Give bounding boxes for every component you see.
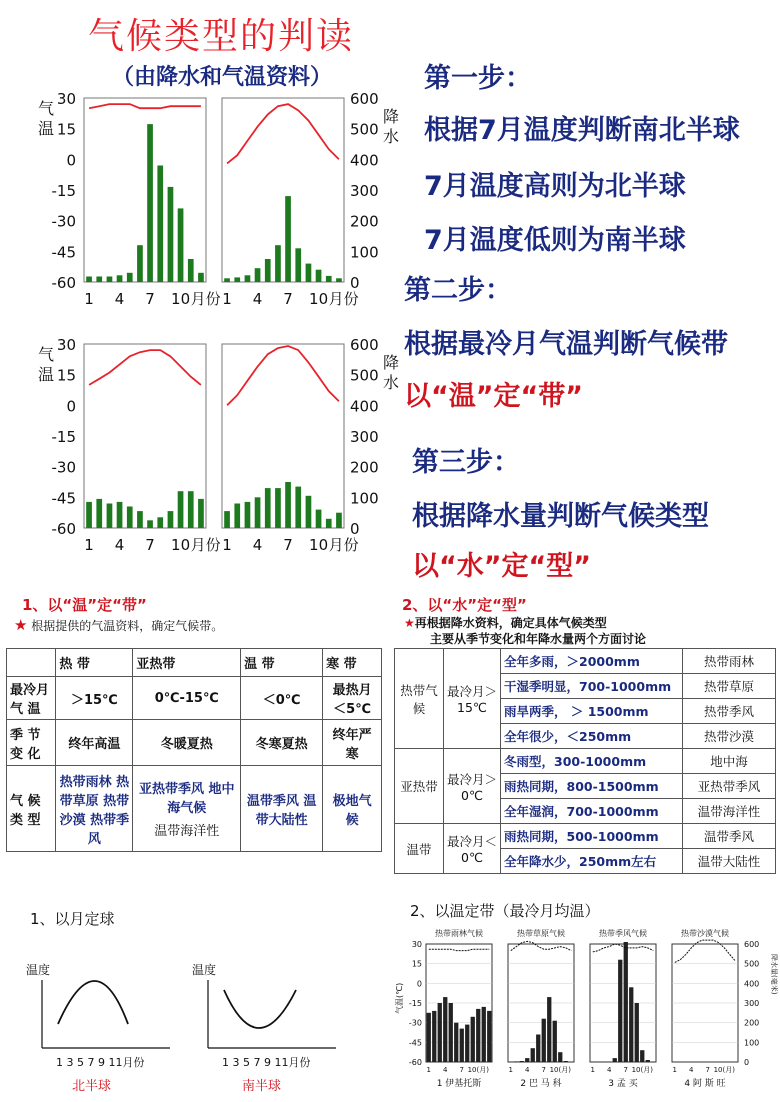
south-ylabel: 温度 bbox=[192, 963, 217, 977]
zone-cell: 亚热带 bbox=[395, 749, 444, 824]
climate-chart-top-right bbox=[222, 90, 399, 308]
type-cell: 热带草原 bbox=[683, 674, 776, 699]
type-cell: 温带季风 bbox=[683, 824, 776, 849]
precip-bar bbox=[96, 499, 102, 528]
north-temp-curve bbox=[58, 981, 128, 1024]
precip-bar bbox=[157, 166, 163, 283]
precip-bar bbox=[178, 491, 184, 528]
temp-axis-label-2: 温 bbox=[38, 119, 55, 138]
month-tick: 10 bbox=[171, 290, 191, 308]
month-tick: 7 bbox=[283, 536, 293, 554]
feature-cell: 全年湿润，700-1000mm bbox=[501, 799, 683, 824]
hemisphere-sketches bbox=[20, 958, 340, 1102]
feature-cell: 雨热同期，500-1000mm bbox=[501, 824, 683, 849]
mini-temp-tick: -45 bbox=[408, 1038, 422, 1048]
month-tick: 7 bbox=[283, 290, 293, 308]
month-tick: 4 bbox=[252, 536, 263, 554]
mini-month-tick: 10(月) bbox=[467, 1066, 489, 1074]
precip-bar bbox=[127, 273, 133, 282]
step1-heading: 第一步： bbox=[424, 63, 532, 94]
mini-precip-bar bbox=[432, 1011, 436, 1062]
month-tick: 1 bbox=[222, 536, 232, 554]
precip-bar bbox=[234, 504, 240, 529]
cell-frigid-temp: 最热月＜5℃ bbox=[323, 677, 382, 720]
plot-frame bbox=[84, 344, 206, 528]
tropical-climate-charts bbox=[396, 926, 780, 1102]
cell-frigid-types: 极地气候 bbox=[323, 766, 382, 852]
precip-tick: 200 bbox=[350, 458, 379, 477]
climate-chart-top-left bbox=[38, 90, 221, 308]
plot-frame bbox=[84, 98, 206, 282]
feature-cell: 全年多雨，＞2000mm bbox=[501, 649, 683, 674]
precip-bar bbox=[168, 187, 174, 282]
mini-month-tick: 7 bbox=[459, 1066, 464, 1074]
temp-tick: 30 bbox=[56, 336, 76, 354]
header-temperate: 温 带 bbox=[241, 649, 323, 677]
type-cell: 温带海洋性 bbox=[683, 799, 776, 824]
precip-bar bbox=[326, 519, 332, 528]
mini-precip-bar bbox=[536, 1035, 540, 1063]
precip-bar bbox=[316, 270, 322, 282]
table-row bbox=[395, 649, 776, 674]
precip-bar bbox=[137, 511, 143, 528]
temp-axis-label-1: 气 bbox=[38, 99, 55, 118]
mini-precip-tick: 600 bbox=[744, 940, 760, 949]
page-title: 气候类型的判读 bbox=[88, 16, 355, 57]
mini-station-name: 1 伊基托斯 bbox=[436, 1079, 482, 1089]
header-frigid: 寒 带 bbox=[323, 649, 382, 677]
precip-bar bbox=[234, 277, 240, 282]
precip-tick: 100 bbox=[350, 489, 379, 508]
temp-tick: -60 bbox=[51, 520, 76, 538]
precip-bar bbox=[86, 502, 92, 528]
precip-axis-label-1: 降 bbox=[383, 107, 400, 126]
mini-precip-bar bbox=[613, 1058, 617, 1062]
mini-month-tick: 4 bbox=[607, 1066, 612, 1074]
precip-bar bbox=[306, 496, 312, 528]
page-subtitle: （由降水和气温资料） bbox=[112, 65, 333, 90]
temp-tick: 15 bbox=[56, 366, 76, 385]
precip-bar bbox=[265, 259, 271, 282]
temp-tick: -45 bbox=[51, 489, 76, 508]
precip-bar bbox=[275, 245, 281, 282]
header-tropical: 热 带 bbox=[56, 649, 133, 677]
cell-subtropical-season: 冬暖夏热 bbox=[133, 720, 241, 766]
mini-precip-bar bbox=[531, 1048, 535, 1062]
mini-precip-bar bbox=[438, 1003, 442, 1062]
condition-cell: 最冷月＞0℃ bbox=[444, 749, 501, 824]
precip-tick: 200 bbox=[350, 212, 379, 231]
precip-bar bbox=[188, 259, 194, 282]
month-tick: 7 bbox=[145, 290, 155, 308]
precip-bar bbox=[245, 275, 251, 282]
precip-axis-label-1: 降 bbox=[383, 353, 400, 372]
month-tick: 7 bbox=[145, 536, 155, 554]
step3-rule: 根据降水量判断气候类型 bbox=[412, 501, 709, 532]
mini-precip-bar bbox=[487, 1011, 491, 1062]
feature-cell: 雨旱两季， ＞ 1500mm bbox=[501, 699, 683, 724]
section2-note2: 主要从季节变化和年降水量两个方面讨论 bbox=[430, 632, 647, 646]
mini-month-tick: 4 bbox=[689, 1066, 694, 1074]
month-unit: 月份 bbox=[190, 536, 221, 554]
precip-bar bbox=[107, 504, 113, 529]
precip-tick: 600 bbox=[350, 336, 379, 354]
mini-precip-bar bbox=[618, 960, 622, 1062]
temperature-zone-table bbox=[6, 648, 382, 852]
temp-tick: -15 bbox=[51, 428, 76, 446]
section2-title: 2、以“水”定“型” bbox=[402, 596, 527, 614]
precip-bar bbox=[224, 278, 230, 282]
mini-chart-4 bbox=[672, 928, 738, 1089]
temp-tick: -30 bbox=[51, 458, 76, 477]
star-icon: ★ bbox=[404, 616, 415, 630]
table-corner bbox=[7, 649, 56, 677]
mini-precip-bar bbox=[558, 1052, 562, 1062]
temp-tick: -45 bbox=[51, 243, 76, 262]
temp-tick: -15 bbox=[51, 182, 76, 200]
type-cell: 温带大陆性 bbox=[683, 849, 776, 874]
mini-month-tick: 10(月) bbox=[631, 1066, 653, 1074]
header-subtropical: 亚热带 bbox=[133, 649, 241, 677]
precip-tick: 500 bbox=[350, 366, 379, 385]
mini-chart-title: 热带草原气候 bbox=[517, 929, 565, 938]
precip-tick: 100 bbox=[350, 243, 379, 262]
mini-precip-bar bbox=[514, 1061, 518, 1062]
mini-temp-tick: -30 bbox=[408, 1018, 422, 1028]
month-tick: 1 bbox=[222, 290, 232, 308]
mini-precip-bar bbox=[443, 997, 447, 1062]
mini-precip-bar bbox=[553, 1021, 557, 1062]
row-label-climate-type: 气 候类 型 bbox=[7, 766, 56, 852]
precip-bar bbox=[127, 507, 133, 529]
step1-rule: 根据7月温度判断南北半球 bbox=[424, 115, 740, 146]
mini-precip-tick: 500 bbox=[744, 959, 760, 969]
mini-chart-title: 热带沙漠气候 bbox=[681, 929, 729, 938]
precip-tick: 300 bbox=[350, 182, 379, 200]
feature-cell: 干湿季明显，700-1000mm bbox=[501, 674, 683, 699]
cell-tropical-temp: ＞15℃ bbox=[56, 677, 133, 720]
month-unit: 月份 bbox=[190, 290, 221, 308]
temp-tick: -30 bbox=[51, 212, 76, 231]
table-row bbox=[395, 824, 776, 849]
month-tick: 1 bbox=[84, 536, 94, 554]
mini-precip-bar bbox=[547, 997, 551, 1062]
feature-cell: 冬雨型，300-1000mm bbox=[501, 749, 683, 774]
table-row bbox=[395, 749, 776, 774]
temp-tick: 0 bbox=[66, 151, 76, 170]
cell-subtropical-temp: 0℃-15℃ bbox=[133, 677, 241, 720]
section1-note-row bbox=[14, 616, 223, 634]
step2-rule: 根据最冷月气温判断气候带 bbox=[404, 329, 728, 360]
mini-precip-bar bbox=[482, 1007, 486, 1062]
cell-temperate-temp: ＜0℃ bbox=[241, 677, 323, 720]
temp-axis-label-1: 气 bbox=[38, 345, 55, 364]
mini-precip-bar bbox=[476, 1009, 480, 1062]
precip-bar bbox=[168, 511, 174, 528]
section2-note1: 再根据降水资料，确定具体气候类型 bbox=[414, 616, 607, 630]
precip-bar bbox=[326, 276, 332, 282]
mini-precip-tick: 200 bbox=[744, 1018, 760, 1028]
mini-precip-bar bbox=[640, 1050, 644, 1062]
mini-precip-bar bbox=[471, 1017, 475, 1062]
mini-precip-bar bbox=[427, 1013, 431, 1062]
mini-precip-bar bbox=[624, 942, 628, 1062]
step2-heading: 第二步： bbox=[404, 275, 512, 306]
mini-month-tick: 7 bbox=[705, 1066, 710, 1074]
mini-temp-tick: 0 bbox=[416, 979, 422, 989]
step1-south: 7月温度低则为南半球 bbox=[424, 225, 686, 256]
row-label-coldest-month: 最冷月气 温 bbox=[7, 677, 56, 720]
condition-cell: 最冷月＞15℃ bbox=[444, 649, 501, 749]
precip-bar bbox=[275, 488, 281, 528]
type-cell: 热带沙漠 bbox=[683, 724, 776, 749]
precip-bar bbox=[295, 248, 301, 282]
mini-month-tick: 1 bbox=[426, 1066, 431, 1074]
section2-note1-row bbox=[404, 614, 607, 631]
mini-precip-bar bbox=[542, 1019, 546, 1062]
mini-precip-bar bbox=[449, 1003, 453, 1062]
mini-chart-1 bbox=[426, 928, 492, 1089]
mini-month-tick: 1 bbox=[508, 1066, 513, 1074]
mini-chart-title: 热带季风气候 bbox=[599, 929, 647, 938]
subtropical-types: 亚热带季风 地中海气候 bbox=[138, 782, 235, 816]
south-label: 南半球 bbox=[242, 1079, 282, 1094]
mini-station-name: 4 阿 斯 旺 bbox=[684, 1079, 726, 1089]
mini-month-tick: 1 bbox=[590, 1066, 595, 1074]
temp-tick: 15 bbox=[56, 120, 76, 139]
north-xticks: 1 3 5 7 9 11月份 bbox=[56, 1056, 145, 1069]
step3-heading: 第三步： bbox=[412, 447, 520, 478]
precip-bar bbox=[265, 488, 271, 528]
plot-frame bbox=[222, 98, 344, 282]
month-tick: 10 bbox=[309, 290, 329, 308]
precipitation-type-table bbox=[394, 648, 776, 874]
climate-chart-bottom-right bbox=[222, 336, 399, 554]
cell-tropical-types: 热带雨林 热带草原 热带沙漠 热带季风 bbox=[56, 766, 133, 852]
mini-precip-tick: 400 bbox=[744, 979, 760, 989]
mini-temp-tick: 30 bbox=[411, 940, 422, 949]
section1-title: 1、以“温”定“带” bbox=[22, 596, 147, 614]
precip-tick: 0 bbox=[350, 274, 360, 292]
feature-cell: 全年很少，＜250mm bbox=[501, 724, 683, 749]
temp-axis-label-2: 温 bbox=[38, 365, 55, 384]
section3-title: 1、以月定球 bbox=[30, 910, 115, 928]
precip-bar bbox=[285, 196, 291, 282]
month-tick: 4 bbox=[114, 536, 125, 554]
precip-bar bbox=[336, 278, 342, 282]
precip-bar bbox=[157, 517, 163, 528]
mini-precip-tick: 100 bbox=[744, 1038, 760, 1048]
type-cell: 地中海 bbox=[683, 749, 776, 774]
precip-bar bbox=[147, 520, 153, 528]
south-temp-curve bbox=[224, 990, 296, 1028]
mini-month-tick: 4 bbox=[443, 1066, 448, 1074]
precip-bar bbox=[117, 502, 123, 528]
cell-frigid-season: 终年严寒 bbox=[323, 720, 382, 766]
precip-bar bbox=[255, 268, 261, 282]
precip-axis-label-2: 水 bbox=[383, 127, 400, 146]
north-ylabel: 温度 bbox=[26, 963, 51, 977]
mini-station-name: 2 巴 马 科 bbox=[520, 1079, 562, 1089]
step3-slogan: 以“水”定“型” bbox=[412, 551, 591, 582]
mini-precip-bar bbox=[646, 1060, 650, 1062]
south-xticks: 1 3 5 7 9 11月份 bbox=[222, 1056, 311, 1069]
mini-chart-title: 热带雨林气候 bbox=[435, 929, 483, 938]
mini-precip-label: 降水量(毫米) bbox=[770, 954, 778, 995]
mini-precip-bar bbox=[460, 1029, 464, 1062]
precip-bar bbox=[224, 511, 230, 528]
month-unit: 月份 bbox=[328, 536, 359, 554]
cell-temperate-season: 冬寒夏热 bbox=[241, 720, 323, 766]
plot-frame bbox=[222, 344, 344, 528]
precip-bar bbox=[96, 277, 102, 283]
mini-month-tick: 7 bbox=[623, 1066, 628, 1074]
mini-chart-2 bbox=[508, 928, 574, 1089]
precip-bar bbox=[137, 245, 143, 282]
cell-tropical-season: 终年高温 bbox=[56, 720, 133, 766]
precip-bar bbox=[117, 275, 123, 282]
month-tick: 1 bbox=[84, 290, 94, 308]
precip-bar bbox=[147, 124, 153, 282]
zone-cell: 温带 bbox=[395, 824, 444, 874]
mini-precip-bar bbox=[525, 1058, 529, 1062]
feature-cell: 全年降水少，250mm左右 bbox=[501, 849, 683, 874]
mini-precip-bar bbox=[465, 1025, 469, 1062]
mini-precip-bar bbox=[635, 1003, 639, 1062]
temp-tick: -60 bbox=[51, 274, 76, 292]
precip-bar bbox=[336, 513, 342, 528]
precip-bar bbox=[188, 491, 194, 528]
section1-note: 根据提供的气温资料，确定气候带。 bbox=[31, 619, 224, 633]
month-tick: 10 bbox=[171, 536, 191, 554]
temp-tick: 30 bbox=[56, 90, 76, 108]
section4-title: 2、以温定带（最冷月均温） bbox=[410, 902, 600, 920]
mini-month-tick: 1 bbox=[672, 1066, 677, 1074]
precip-tick: 0 bbox=[350, 520, 360, 538]
mini-chart-3 bbox=[590, 928, 656, 1089]
month-unit: 月份 bbox=[328, 290, 359, 308]
mini-month-tick: 10(月) bbox=[713, 1066, 735, 1074]
mini-temp-tick: -15 bbox=[408, 999, 422, 1008]
star-icon: ★ bbox=[14, 616, 28, 634]
precip-tick: 500 bbox=[350, 120, 379, 139]
precip-tick: 400 bbox=[350, 397, 379, 416]
precip-bar bbox=[86, 277, 92, 283]
step2-slogan: 以“温”定“带” bbox=[404, 381, 583, 412]
climate-chart-bottom-left bbox=[38, 336, 221, 554]
precip-bar bbox=[316, 510, 322, 528]
zone-cell: 热带气候 bbox=[395, 649, 444, 749]
mini-temp-tick: 15 bbox=[411, 959, 422, 969]
mini-temp-tick: -60 bbox=[408, 1058, 422, 1067]
precip-axis-label-2: 水 bbox=[383, 373, 400, 392]
condition-cell: 最冷月＜0℃ bbox=[444, 824, 501, 874]
mini-precip-bar bbox=[520, 1061, 524, 1062]
mini-month-tick: 4 bbox=[525, 1066, 530, 1074]
type-cell: 热带季风 bbox=[683, 699, 776, 724]
precip-bar bbox=[245, 502, 251, 528]
feature-cell: 雨热同期，800-1500mm bbox=[501, 774, 683, 799]
type-cell: 热带雨林 bbox=[683, 649, 776, 674]
precip-bar bbox=[178, 208, 184, 282]
step1-north: 7月温度高则为北半球 bbox=[424, 171, 686, 202]
mini-precip-bar bbox=[564, 1061, 568, 1062]
cell-temperate-types: 温带季风 温带大陆性 bbox=[241, 766, 323, 852]
precip-bar bbox=[198, 273, 204, 282]
mini-precip-bar bbox=[629, 987, 633, 1062]
precip-tick: 600 bbox=[350, 90, 379, 108]
precip-bar bbox=[306, 264, 312, 282]
mini-month-tick: 10(月) bbox=[549, 1066, 571, 1074]
precip-tick: 400 bbox=[350, 151, 379, 170]
mini-precip-bar bbox=[454, 1023, 458, 1062]
subtropical-extra: 温带海洋性 bbox=[154, 824, 220, 839]
precip-tick: 300 bbox=[350, 428, 379, 446]
climate-charts bbox=[0, 84, 400, 564]
mini-precip-tick: 0 bbox=[744, 1058, 750, 1067]
north-label: 北半球 bbox=[72, 1079, 112, 1094]
precip-bar bbox=[107, 277, 113, 283]
type-cell: 亚热带季风 bbox=[683, 774, 776, 799]
mini-month-tick: 7 bbox=[541, 1066, 546, 1074]
precip-bar bbox=[198, 499, 204, 528]
precip-bar bbox=[285, 482, 291, 528]
precip-bar bbox=[255, 497, 261, 528]
month-tick: 4 bbox=[252, 290, 263, 308]
mini-station-name: 3 孟 买 bbox=[608, 1079, 638, 1089]
row-label-season: 季 节变 化 bbox=[7, 720, 56, 766]
precip-bar bbox=[295, 487, 301, 528]
month-tick: 10 bbox=[309, 536, 329, 554]
temp-tick: 0 bbox=[66, 397, 76, 416]
mini-precip-tick: 300 bbox=[744, 999, 760, 1008]
mini-temp-label: 气温(℃) bbox=[395, 982, 404, 1014]
month-tick: 4 bbox=[114, 290, 125, 308]
cell-subtropical-types bbox=[133, 766, 241, 852]
